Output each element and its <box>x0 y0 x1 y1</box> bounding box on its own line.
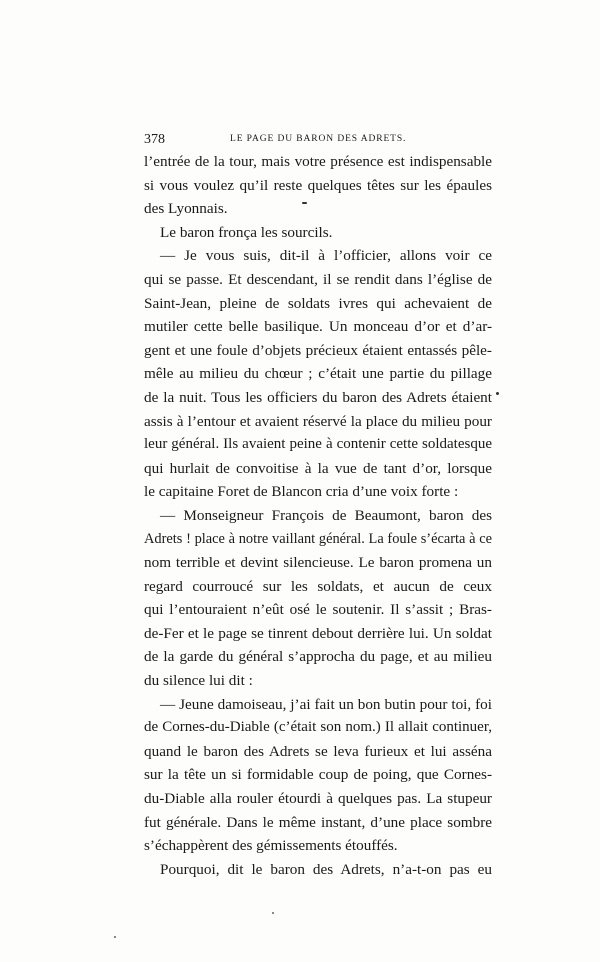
text-line: assis à l’entour et avaient réservé la place du milieu pour <box>144 412 492 430</box>
text-line: — Monseigneur François de Beaumont, baron des <box>160 506 492 524</box>
text-line: mutiler cette belle basilique. Un monceau d’or et d’ar- <box>144 318 492 336</box>
text-line: de la garde du général s’approcha du page, et au milieu <box>144 648 492 666</box>
text-line: de Cornes-du-Diable (c’était son nom.) Il allait continuer, <box>144 719 492 736</box>
text-line: l’entrée de la tour, mais votre présence est indispensable <box>144 153 492 170</box>
text-line: des Lyonnais. <box>144 200 228 218</box>
paper-speck <box>272 912 274 914</box>
page-number: 378 <box>144 132 165 147</box>
text-line: du silence lui dit : <box>144 672 253 690</box>
text-line: de-Fer et le page se tinrent debout derrière lui. Un soldat <box>144 624 492 642</box>
text-line: — Je vous suis, dit-il à l’officier, allons voir ce <box>160 247 492 265</box>
text-line: leur général. Ils avaient peine à contenir cette soldatesque <box>144 436 492 453</box>
text-line: gent et une foule d’objets précieux étaient entassés pêle- <box>144 341 492 359</box>
running-title: LE PAGE DU BARON DES ADRETS. <box>230 134 407 144</box>
body-text <box>144 150 492 881</box>
text-line: s’échappèrent des gémissements étouffés. <box>144 837 398 855</box>
text-line: du-Diable alla rouler étourdi à quelques pas. La stupeur <box>144 790 492 808</box>
text-line: sur la tête un si formidable coup de poing, que Cornes- <box>144 766 492 784</box>
text-line: fut générale. Dans le même instant, d’une place sombre <box>144 813 492 831</box>
text-line: si vous voulez qu’il reste quelques têtes sur les épaules <box>144 176 492 194</box>
text-line: quand le baron des Adrets se leva furieux et lui asséna <box>144 742 492 760</box>
text-line: de la nuit. Tous les officiers du baron des Adrets étaient <box>144 388 492 406</box>
text-line: qui se passe. Et descendant, il se rendit dans l’église de <box>144 270 492 288</box>
running-head <box>144 132 490 148</box>
text-line: qui l’entouraient n’eût osé le soutenir. Il s’assit ; Bras- <box>144 601 492 619</box>
text-line: nom terrible et devint silencieuse. Le baron promena un <box>144 554 492 572</box>
text-line: qui hurlait de convoitise à la vue de tant d’or, lorsque <box>144 459 492 477</box>
text-line: Adrets ! place à notre vaillant général. La foule s’écarta à ce <box>144 530 492 547</box>
ink-mark <box>496 392 499 395</box>
paper-speck <box>114 936 116 938</box>
text-line: Le baron fronça les sourcils. <box>160 223 333 241</box>
text-line: Pourquoi, dit le baron des Adrets, n’a-t-on pas eu <box>160 860 492 878</box>
text-line: mêle au milieu du chœur ; c’était une partie du pillage <box>144 365 492 383</box>
text-line: Saint-Jean, pleine de soldats ivres qui achevaient de <box>144 294 492 312</box>
text-line: regard courroucé sur les soldats, et aucun de ceux <box>144 577 492 595</box>
text-line: — Jeune damoiseau, j’ai fait un bon butin pour toi, foi <box>160 695 492 713</box>
text-line: le capitaine Foret de Blancon cria d’une voix forte : <box>144 483 459 501</box>
ink-mark <box>302 202 307 204</box>
